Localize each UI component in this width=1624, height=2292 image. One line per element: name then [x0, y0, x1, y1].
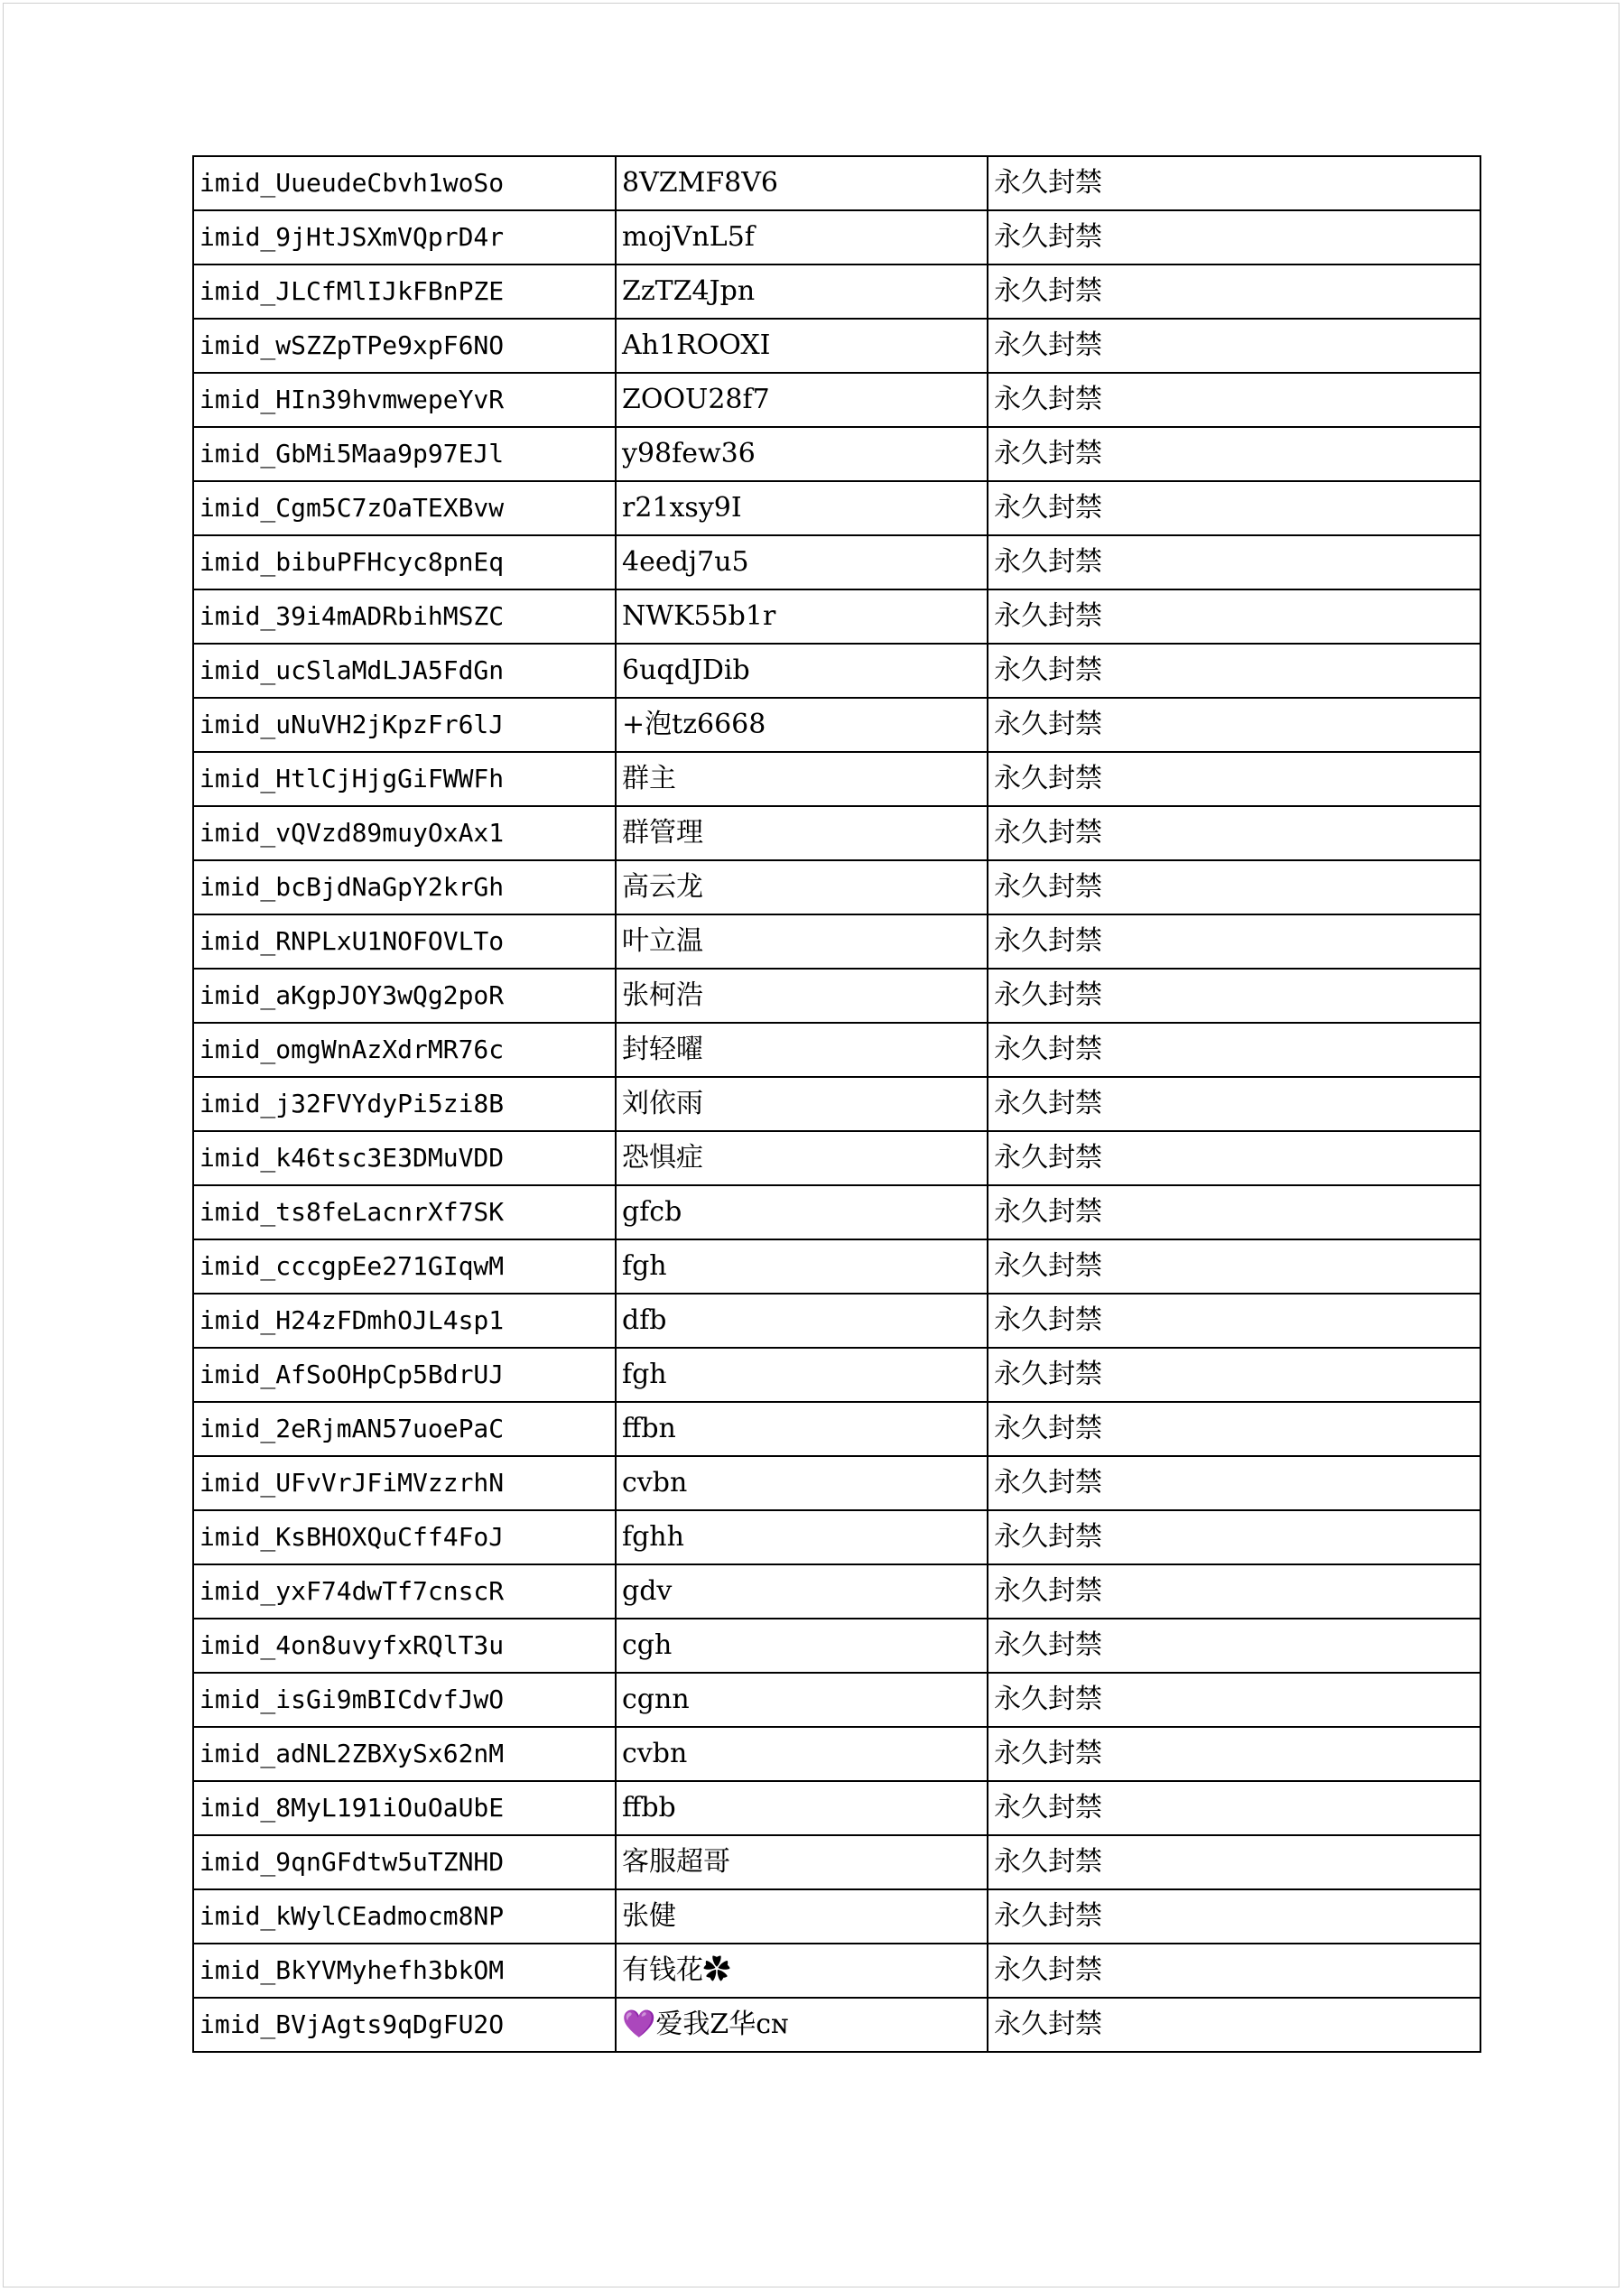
- nickname-cell: 张柯浩: [616, 969, 988, 1023]
- table-row: [193, 1835, 1480, 1889]
- user-id-cell: imid_kWylCEadmocm8NP: [193, 1889, 616, 1944]
- table-row: [193, 860, 1480, 914]
- ban-status-cell: 永久封禁: [988, 1944, 1480, 1998]
- user-id-cell: imid_HIn39hvmwepeYvR: [193, 373, 616, 427]
- ban-status-cell: 永久封禁: [988, 1673, 1480, 1727]
- user-id-cell: imid_ts8feLacnrXf7SK: [193, 1185, 616, 1239]
- user-id-cell: imid_9jHtJSXmVQprD4r: [193, 210, 616, 264]
- nickname-cell: 4eedj7u5: [616, 535, 988, 589]
- ban-status-cell: 永久封禁: [988, 860, 1480, 914]
- nickname-cell: gdv: [616, 1564, 988, 1619]
- table-row: [193, 481, 1480, 535]
- table-row: [193, 752, 1480, 806]
- nickname-cell: mojVnL5f: [616, 210, 988, 264]
- ban-status-cell: 永久封禁: [988, 1727, 1480, 1781]
- table-row: [193, 1998, 1480, 2052]
- user-id-cell: imid_vQVzd89muyOxAx1: [193, 806, 616, 860]
- table-body: [193, 156, 1480, 2052]
- ban-status-cell: 永久封禁: [988, 969, 1480, 1023]
- table-row: [193, 427, 1480, 481]
- nickname-cell: ZzTZ4Jpn: [616, 264, 988, 319]
- user-id-cell: imid_9qnGFdtw5uTZNHD: [193, 1835, 616, 1889]
- ban-status-cell: 永久封禁: [988, 156, 1480, 210]
- table-row: [193, 644, 1480, 698]
- user-id-cell: imid_JLCfMlIJkFBnPZE: [193, 264, 616, 319]
- nickname-cell: fgh: [616, 1239, 988, 1294]
- ban-status-cell: 永久封禁: [988, 1294, 1480, 1348]
- user-id-cell: imid_UFvVrJFiMVzzrhN: [193, 1456, 616, 1510]
- user-id-cell: imid_bibuPFHcyc8pnEq: [193, 535, 616, 589]
- user-id-cell: imid_omgWnAzXdrMR76c: [193, 1023, 616, 1077]
- ban-status-cell: 永久封禁: [988, 535, 1480, 589]
- table-row: [193, 1239, 1480, 1294]
- nickname-cell: 客服超哥: [616, 1835, 988, 1889]
- ban-status-cell: 永久封禁: [988, 1781, 1480, 1835]
- table-row: [193, 319, 1480, 373]
- user-id-cell: imid_39i4mADRbihMSZC: [193, 589, 616, 644]
- user-id-cell: imid_RNPLxU1NOFOVLTo: [193, 914, 616, 969]
- ban-status-cell: 永久封禁: [988, 319, 1480, 373]
- user-id-cell: imid_H24zFDmhOJL4sp1: [193, 1294, 616, 1348]
- ban-status-cell: 永久封禁: [988, 1185, 1480, 1239]
- table-row: [193, 1456, 1480, 1510]
- table-row: [193, 264, 1480, 319]
- table-row: [193, 1185, 1480, 1239]
- user-id-cell: imid_adNL2ZBXySx62nM: [193, 1727, 616, 1781]
- user-id-cell: imid_wSZZpTPe9xpF6NO: [193, 319, 616, 373]
- user-id-cell: imid_UueudeCbvh1woSo: [193, 156, 616, 210]
- nickname-cell: fghh: [616, 1510, 988, 1564]
- ban-status-cell: 永久封禁: [988, 210, 1480, 264]
- ban-status-cell: 永久封禁: [988, 1077, 1480, 1131]
- nickname-cell: cvbn: [616, 1727, 988, 1781]
- nickname-cell: dfb: [616, 1294, 988, 1348]
- user-id-cell: imid_bcBjdNaGpY2krGh: [193, 860, 616, 914]
- ban-list-table: [192, 155, 1481, 2053]
- user-id-cell: imid_2eRjmAN57uoePaC: [193, 1402, 616, 1456]
- user-id-cell: imid_yxF74dwTf7cnscR: [193, 1564, 616, 1619]
- user-id-cell: imid_j32FVYdyPi5zi8B: [193, 1077, 616, 1131]
- table-row: [193, 1889, 1480, 1944]
- nickname-cell: 群主: [616, 752, 988, 806]
- nickname-cell: 叶立温: [616, 914, 988, 969]
- nickname-cell: Ah1ROOXI: [616, 319, 988, 373]
- nickname-cell: ZOOU28f7: [616, 373, 988, 427]
- user-id-cell: imid_BVjAgts9qDgFU2O: [193, 1998, 616, 2052]
- nickname-cell: 封轻曜: [616, 1023, 988, 1077]
- table-row: [193, 1564, 1480, 1619]
- user-id-cell: imid_Cgm5C7zOaTEXBvw: [193, 481, 616, 535]
- ban-status-cell: 永久封禁: [988, 1998, 1480, 2052]
- table-row: [193, 1294, 1480, 1348]
- ban-status-cell: 永久封禁: [988, 1023, 1480, 1077]
- table-row: [193, 698, 1480, 752]
- ban-status-cell: 永久封禁: [988, 1889, 1480, 1944]
- ban-status-cell: 永久封禁: [988, 1131, 1480, 1185]
- nickname-cell: ffbb: [616, 1781, 988, 1835]
- user-id-cell: imid_BkYVMyhefh3bkOM: [193, 1944, 616, 1998]
- table-row: [193, 969, 1480, 1023]
- nickname-cell: 刘依雨: [616, 1077, 988, 1131]
- nickname-cell: ffbn: [616, 1402, 988, 1456]
- nickname-cell: 💜爱我Z华ᴄɴ: [616, 1998, 988, 2052]
- table-row: [193, 535, 1480, 589]
- ban-status-cell: 永久封禁: [988, 264, 1480, 319]
- ban-status-cell: 永久封禁: [988, 806, 1480, 860]
- user-id-cell: imid_GbMi5Maa9p97EJl: [193, 427, 616, 481]
- ban-status-cell: 永久封禁: [988, 373, 1480, 427]
- table-row: [193, 156, 1480, 210]
- ban-status-cell: 永久封禁: [988, 1619, 1480, 1673]
- nickname-cell: 8VZMF8V6: [616, 156, 988, 210]
- nickname-cell: gfcb: [616, 1185, 988, 1239]
- nickname-cell: 高云龙: [616, 860, 988, 914]
- ban-status-cell: 永久封禁: [988, 1564, 1480, 1619]
- user-id-cell: imid_8MyL191iOuOaUbE: [193, 1781, 616, 1835]
- nickname-cell: r21xsy9I: [616, 481, 988, 535]
- ban-status-cell: 永久封禁: [988, 1510, 1480, 1564]
- user-id-cell: imid_aKgpJOY3wQg2poR: [193, 969, 616, 1023]
- table-row: [193, 1077, 1480, 1131]
- user-id-cell: imid_HtlCjHjgGiFWWFh: [193, 752, 616, 806]
- table-row: [193, 1131, 1480, 1185]
- nickname-cell: fgh: [616, 1348, 988, 1402]
- user-id-cell: imid_k46tsc3E3DMuVDD: [193, 1131, 616, 1185]
- ban-status-cell: 永久封禁: [988, 644, 1480, 698]
- table-row: [193, 1944, 1480, 1998]
- table-row: [193, 373, 1480, 427]
- nickname-cell: cvbn: [616, 1456, 988, 1510]
- nickname-cell: 有钱花✿: [616, 1944, 988, 1998]
- nickname-cell: y98few36: [616, 427, 988, 481]
- table-row: [193, 914, 1480, 969]
- ban-status-cell: 永久封禁: [988, 914, 1480, 969]
- table-row: [193, 1619, 1480, 1673]
- table-row: [193, 1023, 1480, 1077]
- table-row: [193, 589, 1480, 644]
- ban-status-cell: 永久封禁: [988, 589, 1480, 644]
- ban-status-cell: 永久封禁: [988, 1402, 1480, 1456]
- table-row: [193, 1781, 1480, 1835]
- ban-status-cell: 永久封禁: [988, 752, 1480, 806]
- table-row: [193, 1727, 1480, 1781]
- table-row: [193, 1402, 1480, 1456]
- user-id-cell: imid_4on8uvyfxRQlT3u: [193, 1619, 616, 1673]
- nickname-cell: 张健: [616, 1889, 988, 1944]
- table-row: [193, 210, 1480, 264]
- ban-status-cell: 永久封禁: [988, 1239, 1480, 1294]
- ban-status-cell: 永久封禁: [988, 481, 1480, 535]
- nickname-cell: cgnn: [616, 1673, 988, 1727]
- table-row: [193, 1510, 1480, 1564]
- nickname-cell: 6uqdJDib: [616, 644, 988, 698]
- user-id-cell: imid_AfSoOHpCp5BdrUJ: [193, 1348, 616, 1402]
- nickname-cell: cgh: [616, 1619, 988, 1673]
- nickname-cell: +泡tz6668: [616, 698, 988, 752]
- table-row: [193, 1673, 1480, 1727]
- user-id-cell: imid_ucSlaMdLJA5FdGn: [193, 644, 616, 698]
- nickname-cell: 群管理: [616, 806, 988, 860]
- ban-status-cell: 永久封禁: [988, 1456, 1480, 1510]
- user-id-cell: imid_cccgpEe271GIqwM: [193, 1239, 616, 1294]
- ban-status-cell: 永久封禁: [988, 698, 1480, 752]
- table-row: [193, 806, 1480, 860]
- user-id-cell: imid_isGi9mBICdvfJwO: [193, 1673, 616, 1727]
- table-row: [193, 1348, 1480, 1402]
- ban-status-cell: 永久封禁: [988, 1835, 1480, 1889]
- user-id-cell: imid_uNuVH2jKpzFr6lJ: [193, 698, 616, 752]
- nickname-cell: NWK55b1r: [616, 589, 988, 644]
- document-page: [3, 3, 1619, 2287]
- ban-status-cell: 永久封禁: [988, 427, 1480, 481]
- ban-status-cell: 永久封禁: [988, 1348, 1480, 1402]
- nickname-cell: 恐惧症: [616, 1131, 988, 1185]
- user-id-cell: imid_KsBHOXQuCff4FoJ: [193, 1510, 616, 1564]
